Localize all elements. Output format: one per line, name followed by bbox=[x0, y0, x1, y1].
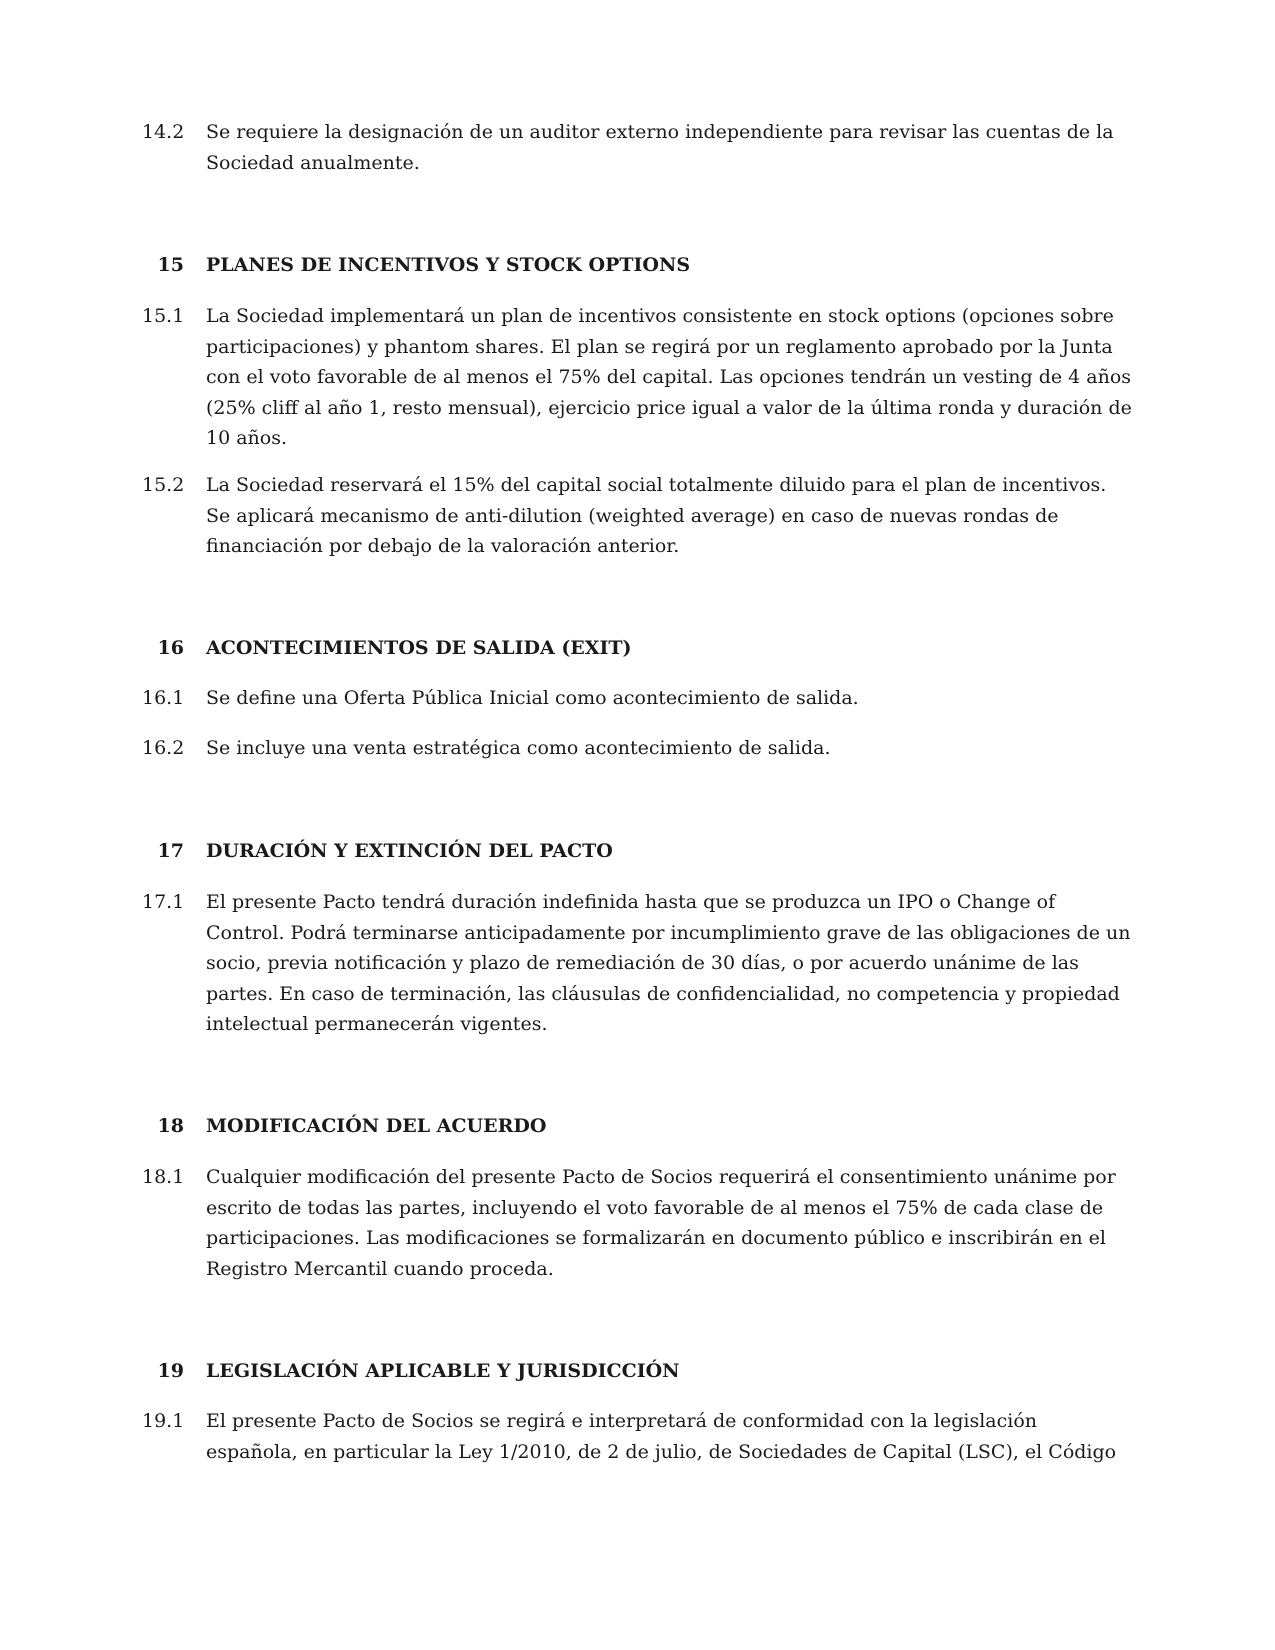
clause-number: 15.1 bbox=[142, 305, 185, 327]
clause-text: El presente Pacto de Socios se regirá e interpretará de conformidad con la legislación española, en particular la Ley 1/2010, de 2 de julio, de Sociedades de Capital (LSC), el Código bbox=[206, 1410, 1117, 1463]
section-title: MODIFICACIÓN DEL ACUERDO bbox=[206, 1115, 547, 1137]
clause-number: 16.2 bbox=[142, 737, 185, 759]
section-title: LEGISLACIÓN APLICABLE Y JURISDICCIÓN bbox=[206, 1360, 680, 1382]
clause-number: 17.1 bbox=[142, 891, 185, 913]
clause-number: 18.1 bbox=[142, 1166, 185, 1188]
clause-number: 14.2 bbox=[142, 121, 185, 143]
section-number: 17 bbox=[157, 840, 184, 862]
section-title: DURACIÓN Y EXTINCIÓN DEL PACTO bbox=[206, 840, 613, 862]
clause-number: 15.2 bbox=[142, 474, 185, 496]
clause-text: Cualquier modificación del presente Pacto de Socios requerirá el consentimiento unánime por escrito de todas las partes, incluyendo el voto favorable de al menos el 75% de cada clase de participaciones. Las modificaciones se formalizarán en documento público e inscribirán en el Registro Mercantil cuando proceda. bbox=[206, 1166, 1116, 1280]
section-title: PLANES DE INCENTIVOS Y STOCK OPTIONS bbox=[206, 254, 691, 276]
section-title: ACONTECIMIENTOS DE SALIDA (EXIT) bbox=[206, 637, 632, 659]
clause-text: La Sociedad reservará el 15% del capital social totalmente diluido para el plan de incentivos. Se aplicará mecanismo de anti-dilution (weighted average) en caso de nuevas rondas de financiación por debajo de la valoración anterior. bbox=[206, 474, 1107, 558]
clause-number: 19.1 bbox=[142, 1410, 185, 1432]
clause-text: El presente Pacto tendrá duración indefinida hasta que se produzca un IPO o Change of Control. Podrá terminarse anticipadamente por incumplimiento grave de las obligaciones de un socio, previa notificación y plazo de remediación de 30 días, o por acuerdo unánime de las partes. En caso de terminación, las cláusulas de confidencialidad, no competencia y propiedad intelectual permanecerán vigentes. bbox=[206, 891, 1131, 1036]
section-number: 18 bbox=[157, 1115, 184, 1137]
clause-number: 16.1 bbox=[142, 687, 185, 709]
clause-text: Se requiere la designación de un auditor externo independiente para revisar las cuentas de la Sociedad anualmente. bbox=[206, 121, 1114, 174]
clause-text: Se define una Oferta Pública Inicial como acontecimiento de salida. bbox=[206, 687, 859, 709]
section-number: 16 bbox=[157, 637, 184, 659]
section-number: 19 bbox=[157, 1360, 184, 1382]
section-number: 15 bbox=[157, 254, 184, 276]
clause-text: Se incluye una venta estratégica como acontecimiento de salida. bbox=[206, 737, 831, 759]
clause-text: La Sociedad implementará un plan de incentivos consistente en stock options (opciones sobre participaciones) y phantom shares. El plan se regirá por un reglamento aprobado por la Junta con el voto favorable de al menos el 75% del capital. Las opciones tendrán un vesting de 4 años (25% cliff al año 1, resto mensual), ejercicio price igual a valor de la última ronda y duración de 10 años. bbox=[206, 305, 1132, 450]
